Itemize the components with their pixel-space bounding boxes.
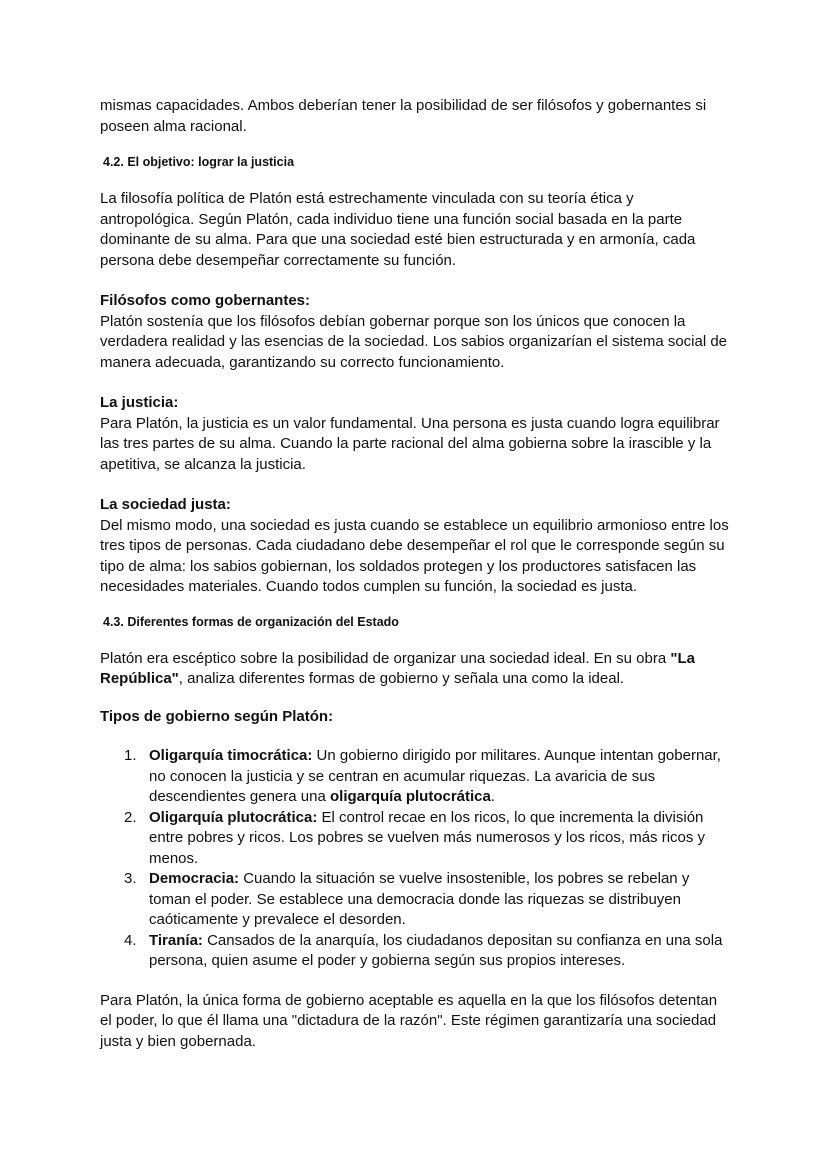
block-title: La sociedad justa: xyxy=(100,496,231,513)
block-philosophers xyxy=(100,291,732,373)
conclusion: Para Platón, la única forma de gobierno aceptable es aquella en la que los filósofos detentan el poder, lo que él llama una "dictadura de la razón". Este régimen garantizaría una sociedad justa y bien gobernada. xyxy=(100,991,718,1050)
list-item-text: Cansados de la anarquía, los ciudadanos depositan su confianza en una sola persona, quien asume el poder y gobierna según sus propios intereses. xyxy=(149,931,723,969)
list-item-term: Oligarquía timocrática: xyxy=(149,747,313,764)
list-item-text: Cuando la situación se vuelve insostenible, los pobres se rebelan y toman el poder. Se establece una democracia donde las riquezas se distribuyen caóticamente y prevalece el desorden. xyxy=(149,870,690,928)
list-item-term: Tiranía: xyxy=(149,931,203,949)
intro-text-before: Platón era escéptico sobre la posibilidad de organizar una sociedad ideal. En su obra xyxy=(100,649,671,667)
list-item xyxy=(100,931,732,972)
list-title: Tipos de gobierno según Platón: xyxy=(100,707,334,725)
block-justice xyxy=(100,393,732,475)
government-types-list xyxy=(100,746,732,972)
section-heading-4-3: 4.3. Diferentes formas de organización del Estado xyxy=(103,614,399,629)
list-item xyxy=(100,869,732,931)
intro-text-after: , analiza diferentes formas de gobierno y señala una como la ideal. xyxy=(178,670,625,687)
list-item xyxy=(100,808,732,870)
list-item xyxy=(100,746,732,808)
section-heading-4-2: 4.2. El objetivo: lograr la justicia xyxy=(103,155,295,169)
book-title: "La República" xyxy=(100,649,695,687)
list-item-after: . xyxy=(490,788,496,805)
block-just-society xyxy=(100,495,732,598)
document-page xyxy=(100,96,732,1052)
block-text: Para Platón, la justicia es un valor fundamental. Una persona es justa cuando logra equilibrar las tres partes de su alma. Cuando la parte racional del alma gobierna sobre la irascible y la apetitiva, se alcanza la justicia. xyxy=(100,414,720,473)
block-title: Filósofos como gobernantes: xyxy=(100,292,311,309)
intro-continuation: mismas capacidades. Ambos deberían tener la posibilidad de ser filósofos y gobernantes si poseen alma racional. xyxy=(100,97,707,135)
list-item-text: Un gobierno dirigido por militares. Aunque intentan gobernar, no conocen la justicia y se centran en acumular riquezas. La avaricia de sus descendientes genera una xyxy=(149,747,721,805)
list-item-number: 1. xyxy=(124,747,137,764)
block-text: Del mismo modo, una sociedad es justa cuando se establece un equilibrio armonioso entre los tres tipos de personas. Cada ciudadano debe desempeñar el rol que le corresponde según su tipo de alma: los sabios gobiernan, los soldados protegen y los productores satisfacen las necesidades materiales. Cuando todos cumplen su función, la sociedad es justa. xyxy=(100,516,729,595)
list-item-term: Democracia: xyxy=(149,870,240,887)
section-4-3-intro xyxy=(100,649,732,690)
list-item-number: 4. xyxy=(124,931,137,949)
block-text: Platón sostenía que los filósofos debían gobernar porque son los únicos que conocen la verdadera realidad y las esencias de la sociedad. Los sabios organizarían el sistema social de manera adecuada, garantizando su correcto funcionamiento. xyxy=(100,312,728,371)
list-item-number: 2. xyxy=(124,808,137,826)
list-item-text: El control recae en los ricos, lo que incrementa la división entre pobres y ricos. Los pobres se vuelven más numerosos y los ricos, más ricos y menos. xyxy=(149,808,706,867)
section-4-2-intro: La filosofía política de Platón está estrechamente vinculada con su teoría ética y antropológica. Según Platón, cada individuo tiene una función social basada en la parte dominante de su alma. Para que una sociedad esté bien estructurada y en armonía, cada persona debe desempeñar correctamente su función. xyxy=(100,190,696,269)
list-item-term: Oligarquía plutocrática: xyxy=(149,808,318,826)
list-item-bold-end: oligarquía plutocrática xyxy=(329,788,491,805)
list-item-number: 3. xyxy=(124,870,137,887)
block-title: La justicia: xyxy=(100,394,179,411)
